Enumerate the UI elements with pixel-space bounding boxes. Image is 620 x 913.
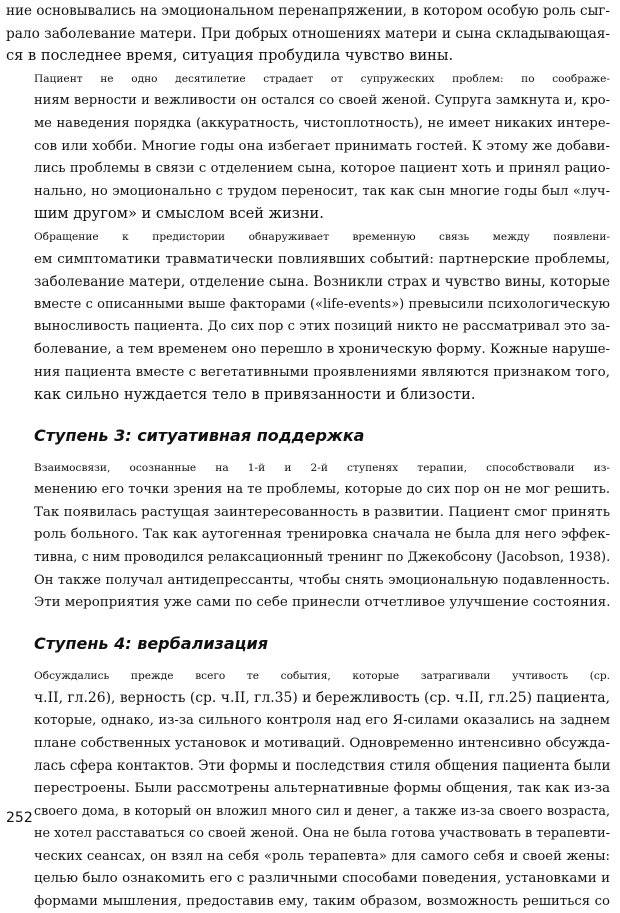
text-line: лись проблемы в связи с отделением сына, которое пациент хоть и принял рацио-	[34, 161, 610, 177]
text-line: болевание, а тем временем оно перешло в хроническую форму. Кожные наруше-	[34, 341, 610, 357]
text-line: ме наведения порядка (аккуратность, чистоплотность), не имеет никаких интере-	[34, 115, 610, 131]
page-body	[6, 0, 610, 913]
text-line: ние основывались на эмоциональном перенапряжении, в котором особую роль сыг-	[6, 3, 610, 19]
text-line: которые, однако, из-за сильного контроля над его Я-силами оказались на заднем	[34, 713, 610, 729]
text-line: выносливость пациента. До сих пор с этих позиций никто не рассматривал это за-	[34, 319, 610, 335]
text-line: ниям верности и вежливости он остался со своей женой. Супруга замкнута и, кро-	[34, 93, 610, 109]
text-line: Пациент не одно десятилетие страдает от супружеских проблем: по соображе-	[34, 72, 610, 85]
paragraph-prehistory	[6, 226, 610, 407]
text-line: рало заболевание матери. При добрых отношениях матери и сына складывающая-	[6, 25, 610, 42]
text-line: как сильно нуждается тело в привязанности и близости.	[34, 386, 476, 404]
text-line: менению его точки зрения на те проблемы, которые до сих пор он не мог решить.	[34, 482, 610, 498]
text-line: роль больного. Так как аутогенная тренировка сначала не была для него эффек-	[34, 527, 610, 543]
text-line: Обращение к предистории обнаруживает временную связь между появлени-	[34, 230, 610, 243]
text-line: Взаимосвязи, осознанные на 1-й и 2-й ступенях терапии, способствовали из-	[34, 461, 610, 474]
paragraph-step-4	[6, 665, 610, 913]
section-heading-step-3: Ступень 3: ситуативная поддержка	[34, 425, 365, 445]
section-heading-step-4: Ступень 4: вербализация	[34, 633, 268, 653]
paragraph-marital-problems	[6, 68, 610, 226]
text-line: Он также получал антидепрессанты, чтобы снять эмоциональную подавленность.	[34, 572, 610, 588]
page-number: 252	[6, 810, 33, 826]
text-line: Обсуждались прежде всего те события, которые затрагивали учтивость (ср.	[34, 669, 610, 682]
text-line: сов или хобби. Многие годы она избегает принимать гостей. К этому же добави-	[34, 138, 610, 154]
text-line: шим другом» и смыслом всей жизни.	[34, 205, 324, 223]
text-line: не хотел расставаться со своей женой. Она не была готова участвовать в терапевти-	[34, 826, 610, 841]
text-line: формами мышления, предоставив ему, таким образом, возможность решиться со	[34, 893, 610, 909]
text-line: ческих сеансах, он взял на себя «роль терапевта» для самого себя и своей жены:	[34, 848, 610, 864]
text-line: тивна, с ним проводился релаксационный тренинг по Джекобсону (Jacobson, 1938).	[34, 550, 611, 566]
text-line: перестроены. Были рассмотрены альтернативные формы общения, так как из-за	[34, 780, 610, 796]
paragraph-step-3	[6, 457, 610, 615]
text-line: Так появилась растущая заинтересованность в развитии. Пациент смог принять	[34, 504, 610, 520]
text-line: ч.II, гл.26), верность (ср. ч.II, гл.35) и бережливость (ср. ч.II, гл.25) пациента,	[34, 690, 610, 707]
text-line: ся в последнее время, ситуация пробудила чувство вины.	[6, 47, 454, 65]
text-line: Эти мероприятия уже сами по себе принесли отчетливое улучшение состояния.	[34, 595, 611, 611]
text-line: ния пациента вместе с вегетативными проявлениями являются признаком того,	[34, 364, 610, 380]
text-line: целью было ознакомить его с различными способами поведения, установками и	[34, 871, 610, 887]
text-line: нально, но эмоционально с трудом переносит, так как сын многие годы был «луч-	[34, 183, 610, 199]
text-line: ем симптоматики травматически повлиявших событий: партнерские проблемы,	[34, 251, 610, 267]
paragraph-intro-continuation	[6, 0, 610, 68]
text-line: своего дома, в который он вложил много сил и денег, а также из-за своего возраста,	[34, 803, 610, 819]
text-line: вместе с описанными выше факторами («life-events») превысили психологическую	[34, 296, 610, 312]
text-line: заболевание матери, отделение сына. Возникли страх и чувство вины, которые	[34, 274, 610, 291]
text-line: лась сфера контактов. Эти формы и последствия стиля общения пациента были	[34, 758, 611, 775]
text-line: плане собственных установок и мотиваций. Одновременно интенсивно обсужда-	[34, 735, 610, 751]
